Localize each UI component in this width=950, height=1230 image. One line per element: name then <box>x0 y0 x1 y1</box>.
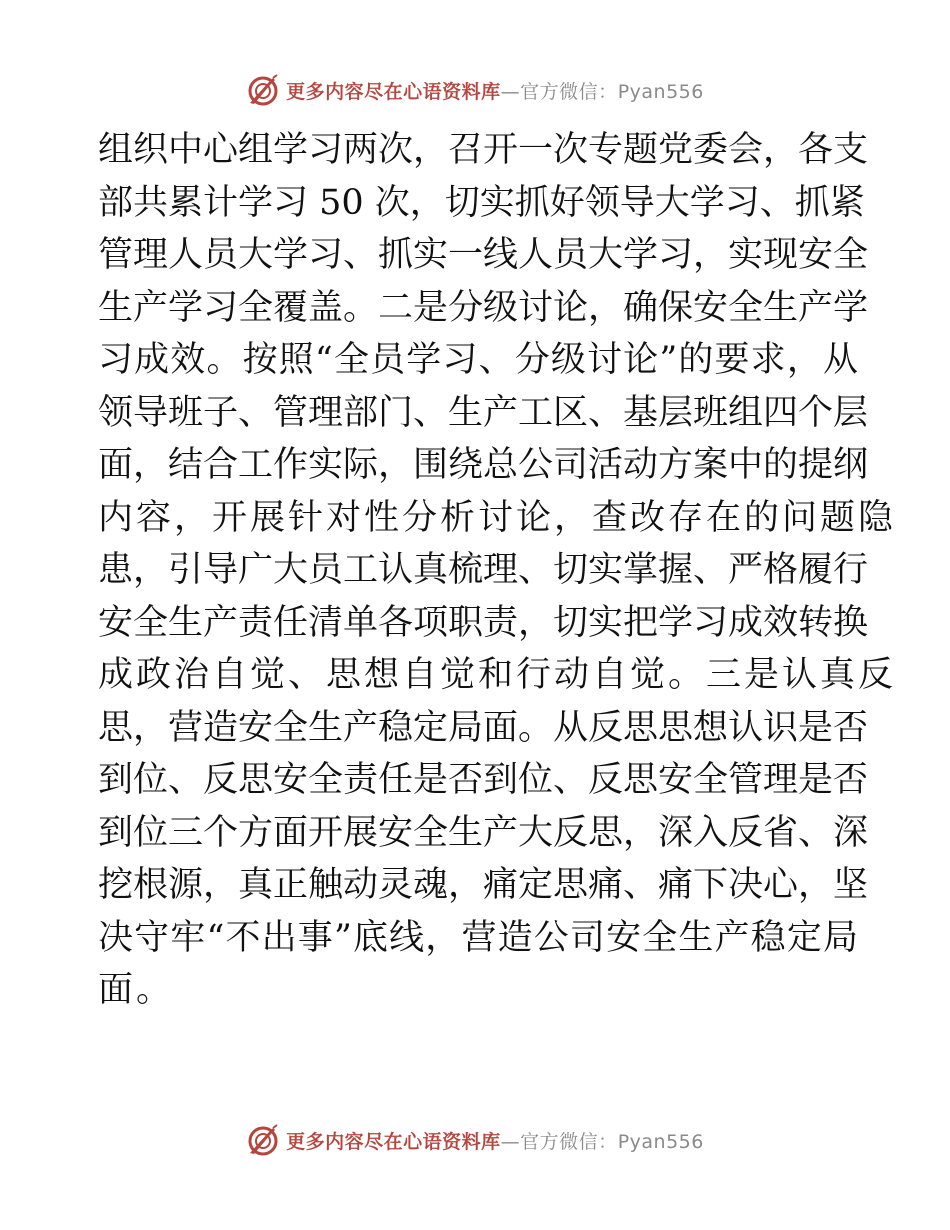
banner-dash: — <box>500 1130 521 1153</box>
banner-account: Pyan556 <box>617 80 704 103</box>
banner-secondary-text: 官方微信： <box>520 1130 618 1153</box>
body-line: 安全生产责任清单各项职责，切实把学习成效转换 <box>98 602 869 643</box>
body-line: 成政治自觉、思想自觉和行动自觉。三是认真反 <box>98 655 897 695</box>
body-line: 挖根源，真正触动灵魂，痛定思痛、痛下决心，坚 <box>98 865 869 905</box>
banner-account: Pyan556 <box>617 1130 704 1153</box>
body-line: 面。 <box>98 970 175 1010</box>
footer-banner <box>0 1120 950 1160</box>
body-line: 到位、反思安全责任是否到位、反思安全管理是否 <box>98 760 869 800</box>
banner-secondary-text: 官方微信： <box>520 80 618 103</box>
body-line: 到位三个方面开展安全生产大反思，深入反省、深 <box>98 812 869 853</box>
body-line: 患，引导广大员工认真梳理、切实掌握、严格履行 <box>98 550 869 590</box>
banner-main-text: 更多内容尽在心语资料库 <box>286 1130 501 1153</box>
body-line: 习成效。按照“全员学习、分级讨论”的要求，从 <box>98 340 858 380</box>
pen-circle-logo-icon <box>246 1123 280 1157</box>
pen-circle-logo-icon <box>246 73 280 107</box>
body-line: 部共累计学习 50 次，切实抓好领导大学习、抓紧 <box>98 182 865 223</box>
body-line: 生产学习全覆盖。二是分级讨论，确保安全生产学 <box>98 287 869 328</box>
body-line: 内容，开展针对性分析讨论，查改存在的问题隐 <box>98 497 897 538</box>
document-body <box>98 124 897 1017</box>
banner-dash: — <box>500 80 521 103</box>
body-line: 面，结合工作实际，围绕总公司活动方案中的提纲 <box>98 445 869 485</box>
body-line: 组织中心组学习两次，召开一次专题党委会，各支 <box>98 130 869 170</box>
body-line: 领导班子、管理部门、生产工区、基层班组四个层 <box>98 392 869 433</box>
header-banner <box>0 70 950 110</box>
banner-main-text: 更多内容尽在心语资料库 <box>286 80 501 103</box>
body-line: 思，营造安全生产稳定局面。从反思思想认识是否 <box>98 707 869 748</box>
body-line: 决守牢“不出事”底线，营造公司安全生产稳定局 <box>98 917 858 958</box>
body-line: 管理人员大学习、抓实一线人员大学习，实现安全 <box>98 235 869 275</box>
